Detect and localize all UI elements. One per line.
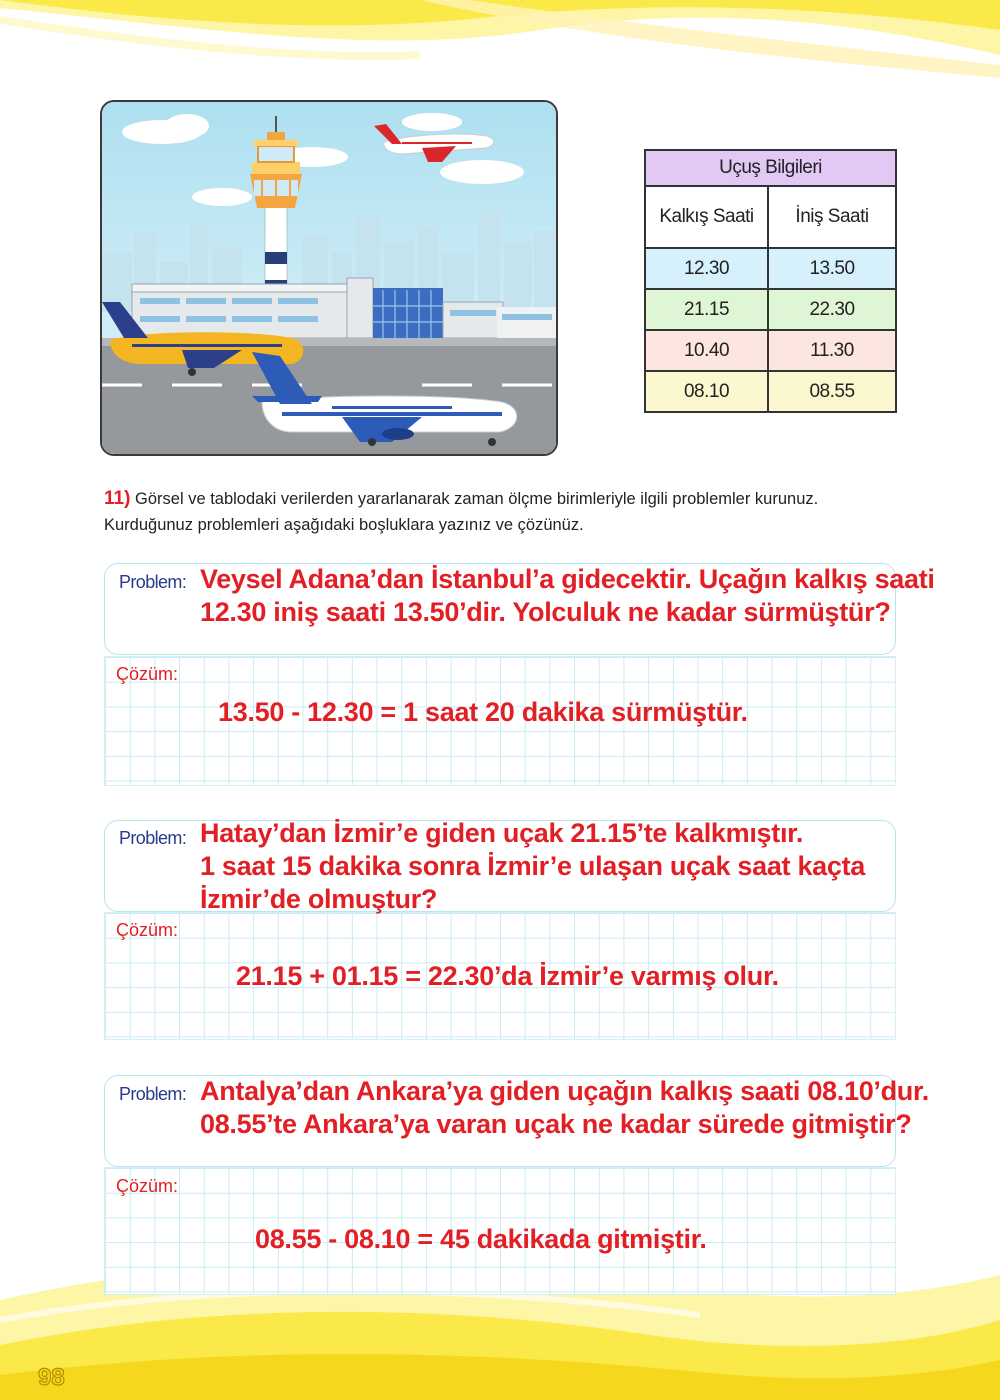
problem-1-line-2: 12.30 iniş saati 13.50’dir. Yolculuk ne kadar sürmüştür? [200,597,891,627]
table-title: Uçuş Bilgileri [645,150,896,186]
arrival-cell: 11.30 [768,330,896,371]
departure-cell: 21.15 [645,289,768,330]
departure-cell: 08.10 [645,371,768,412]
airport-scene-image [102,102,556,454]
problem-1-line-1: Veysel Adana’dan İstanbul’a gidecektir. Uçağın kalkış saati [200,564,935,594]
problem-2-line-1: Hatay’dan İzmir’e giden uçak 21.15’te kalkmıştır. [200,818,804,848]
flight-info-table [644,149,897,413]
departure-cell: 12.30 [645,248,768,289]
header-departure-time: Kalkış Saati [645,186,768,248]
solution-answer-3: 08.55 - 08.10 = 45 dakikada gitmiştir. [255,1224,707,1254]
header-arrival-time: İniş Saati [768,186,896,248]
question-block [104,486,899,538]
question-number: 11) [104,488,131,509]
problem-text-3 [200,1075,929,1141]
airport-illustration [100,100,558,456]
solution-answer-1: 13.50 - 12.30 = 1 saat 20 dakika sürmüştür. [218,697,748,727]
table-row [645,248,896,289]
table-title-row [645,150,896,186]
table-row [645,330,896,371]
question-text: Görsel ve tablodaki verilerden yararlanarak zaman ölçme birimleriyle ilgili problemler kurunuz. Kurduğunuz problemleri aşağıdaki boşluklara yazınız ve çözünüz. [104,490,819,534]
table-row [645,289,896,330]
problem-label-3: Problem: [119,1084,187,1104]
problem-3-line-2: 08.55’te Ankara’ya varan uçak ne kadar sürede gitmiştir? [200,1109,912,1139]
arrival-cell: 22.30 [768,289,896,330]
problem-text-2 [200,817,865,916]
page-number: 98 [38,1364,65,1391]
problem-label-2: Problem: [119,828,187,848]
top-wave-decoration [0,0,1000,100]
departure-cell: 10.40 [645,330,768,371]
solution-answer-2: 21.15 + 01.15 = 22.30’da İzmir’e varmış olur. [236,961,779,991]
problem-3-line-1: Antalya’dan Ankara’ya giden uçağın kalkış saati 08.10’dur. [200,1076,929,1106]
arrival-cell: 08.55 [768,371,896,412]
problem-label-1: Problem: [119,572,187,592]
solution-label-1: Çözüm: [116,664,179,684]
table-row [645,371,896,412]
problem-2-line-2: 1 saat 15 dakika sonra İzmir’e ulaşan uçak saat kaçta [200,851,865,881]
solution-label-3: Çözüm: [116,1176,179,1196]
problem-2-line-3: İzmir’de olmuştur? [200,884,438,914]
problem-text-1 [200,563,935,629]
solution-label-2: Çözüm: [116,920,179,940]
arrival-cell: 13.50 [768,248,896,289]
table-header-row [645,186,896,248]
